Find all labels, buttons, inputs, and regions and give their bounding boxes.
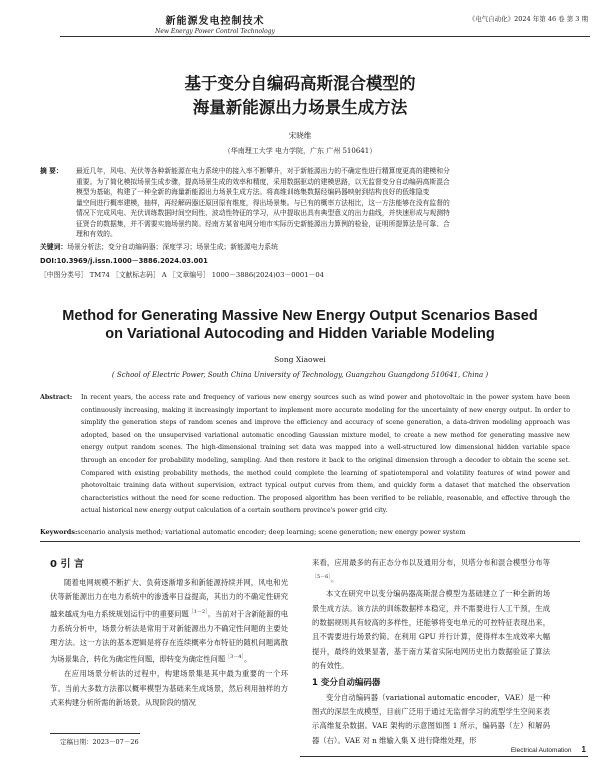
title-cn [0,72,600,120]
abstract-cn-line: 情况下完成风电、光伏训练数据时间空间性、波动性特征的学习，从中提取出具有典型意义的出力曲线，并快速形成与观测特 [76,209,450,217]
keywords-en-text: scenario analysis method; variational automatic encoder; deep learning; scene generation; new energy power system [77,528,466,536]
section-heading-introduction: 0 引 言 [50,559,84,570]
classification-numbers: ［中图分类号］ TM74 ［文献标志码］ A ［文章编号］ 1000－3886(2024)03－0001－04 [40,271,324,279]
title-en [0,307,600,343]
citation: ［5－6］ [312,574,331,581]
page-number: 1 [581,745,586,754]
paragraph: 来看，应用最多的有正态分布以及通用分布，贝塔分布和混合模型分布等$^{[5-6]}$。 [312,558,550,584]
paragraph: 随着电网规模不断扩大、负荷逐渐增多和新能源持续并网，风电和光伏等新能源出力在电力系统中的渗透率日益提高，其出力的不确定性研究越来越成为电力系统规划运行中的重要问题$^{[1-2]}$。当前对于含新能源的电力系统分析中，场景分析法是常用于对新能源出力不确定性问题的主要处理方法。这一方法的基本逻辑是将存在连续概率分布特征的随机问题离散为场景集合，转化为确定性问题，即转变为确定性问题$^{[3-4]}$。 [50,578,289,664]
received-date: 定稿日期：2023－07－26 [60,738,139,746]
author-cn: 宋晓维 [288,131,312,140]
abstract-en [40,392,570,518]
abstract-divider [40,541,580,542]
paragraph: 变分自动编码器（variational automatic encoder，VAE）是一种图式的深层生成模型，目前广泛用于通过无监督学习的流型学生空间来表示高维复杂数据。VAE 架构的示意图如图 1 所示，编码器（左）和解码器（右）。VAE 对 n 维输入集 X 进行降维处理，形 [312,692,550,745]
title-en-line2: on Variational Autocoding and Hidden Variable Modeling [105,326,495,342]
keywords-cn-text: 场景分析法；变分自动编码器；深度学习；场景生成；新能源电力系统 [67,243,278,251]
title-en-line1: Method for Generating Massive New Energy Output Scenarios Based [62,308,538,324]
abstract-cn-line: 理和有效的。 [76,230,117,238]
abstract-cn [40,166,572,240]
abstract-cn-line: 重要。为了简化模拟场景生成步骤，提高场景生成的效率和精度，采用数据驱动的建模思路，以无监督变分自动编码高斯混合 [76,177,450,186]
footer-divider [300,756,588,757]
title-cn-line2: 海量新能源出力场景生成方法 [192,98,408,117]
journal-section-cn: 新能源发电控制技术 [165,16,265,27]
paragraph: 本文在研究中以变分编码器高斯混合模型为基础建立了一种全新的场景生成方法。该方法的训练数据样本稳定，并不需要进行人工干预，生成的数据规则具有较高的多样性，还能够将变电单元的可控特征表现出来，且不需要进行场景约简。在利用 GPU 并行计算，使得样本生成效率大幅提升，最终的效果显著，基于南方某省实际电网历史出力数据验证了算法的有效性。 [312,589,550,671]
abstract-en-text: In recent years, the access rate and frequency of various new energy sources such as wind power and photovoltaic in the power system have been continuously increasing, making it increasingly important to implement more accurate modeling for the uncertainty of new energy output. In order to simplify the generation steps of random scenes and improve the efficiency and accuracy of scene generation, a data-driven modeling approach was adopted, based on the unsupervised variational automatic encoding Gaussian mixture model, to create a new method for generating massive new energy output random scenes. The high-dimensional training set data was mapped into a well-structured low dimensional hidden variable space through an encoder for probability modeling, sampling. And then restore it back to the original dimension through a decoder to obtain the scene set. Compared with existing probability methods, the method could complete the learning of spatiotemporal and volatility features of wind power and photovoltaic training data without supervision, extract typical output curves from them, and quickly form a dataset that matched the observation characteristics without the need for scene reduction. The proposed algorithm has been verified to be reliable, reasonable, and effective through the actual historical new energy output calculation of a certain southern province's power grid city. [81,394,570,515]
section-heading-vae: 1 变分自动编码器 [312,677,381,688]
journal-citation: 《电气自动化》2024 年第 46 卷 第 3 期 [468,15,588,23]
affiliation-en: ( School of Electric Power, South China University of Technology, Guangzhou Guangdong 510641, China ) [111,371,489,379]
keywords-cn-label: 关键词： [40,243,68,251]
affiliation-cn: （华南理工大学 电力学院，广东 广州 510641） [223,147,377,155]
abstract-cn-line: 征贤合的数据集，并不需要实施场景约简。经南方某省电网分地市实际历史新能源出力算例的检验，证明所提算法是可靠、合 [76,219,450,228]
footnote-divider [50,733,140,734]
body-column-left [50,556,288,711]
keywords-en [40,528,580,536]
body-column-right [312,556,550,748]
abstract-cn-line: 最近几年，风电、光伏等各种新能源在电力系统中的接入率不断攀升，对于新能源出力的不确定性进行精算度更高的建模和分 [76,167,450,175]
footer-journal: Electrical Automation [510,747,572,754]
keywords-cn [40,242,572,253]
header-divider [60,36,590,37]
running-header [0,12,430,35]
abstract-cn-label: 摘 要： [40,167,63,175]
author-en: Song Xiaowei [274,355,326,364]
paragraph: 在应用场景分析法的过程中，构建场景集是其中最为重要的一个环节。当前大多数方法都以概率模型为基础来生成场景，然后利用抽样的方式来构建分析所需的新场景。从现阶段的情况 [50,669,288,708]
abstract-en-label: Abstract: [40,394,73,401]
doi: DOI:10.3969/j.issn.1000－3886.2024.03.001 [40,257,208,265]
citation: ［3－4］ [225,654,244,661]
abstract-cn-line: 模型为基础，构建了一种全新的海量新能源出力场景生成方法。将高维训练集数据经编码器映射到结构良好的低维隐变 [76,188,430,196]
page-footer [511,745,586,754]
keywords-en-label: Keywords: [40,528,78,536]
journal-section-en: New Energy Power Control Technology [155,28,275,35]
title-cn-line1: 基于变分自编码高斯混合模型的 [184,74,416,93]
citation: ［1－2］ [188,608,208,615]
abstract-cn-line: 量空间进行概率建模，抽样，再经解码器还原回原有维度，得出场景集。与已有的概率方法相比，这一方法能够在没有监督的 [76,198,450,207]
